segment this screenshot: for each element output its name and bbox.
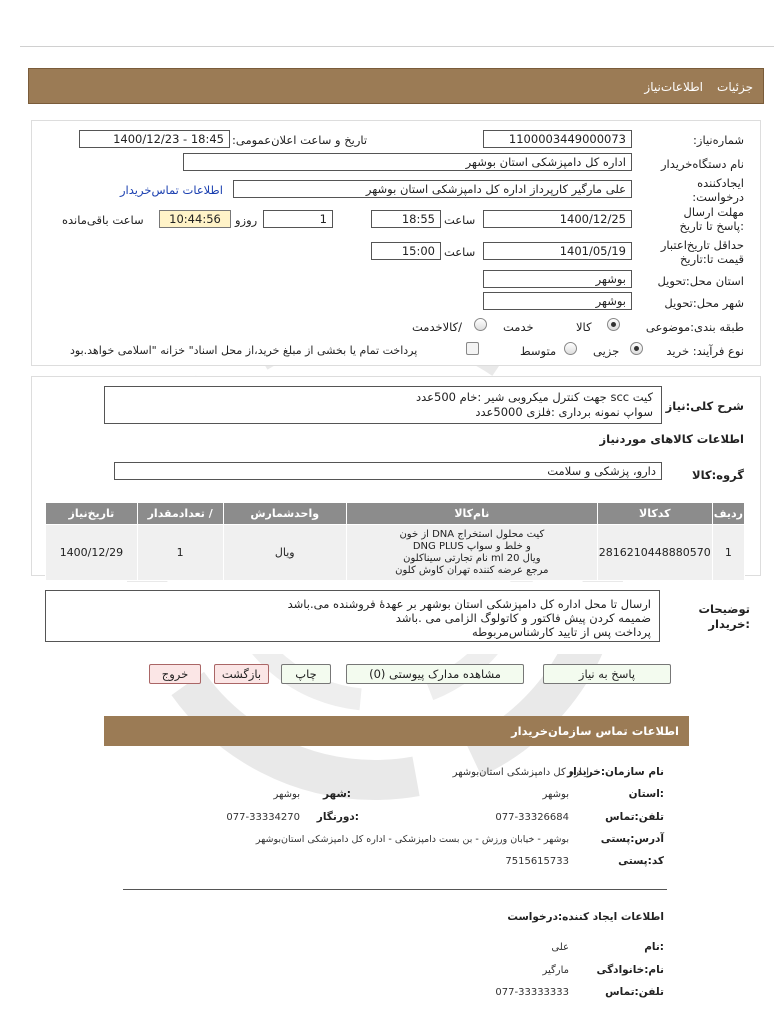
top-divider	[20, 46, 774, 47]
category-service-radio[interactable]	[474, 318, 487, 331]
creator-family: مارگیر	[542, 965, 569, 976]
contact-org: اداره کل دامپزشکی استان‌بوشهر	[452, 767, 589, 778]
category-goods-radio[interactable]	[607, 318, 620, 331]
creator-phone-label: تلفن:تماس	[605, 986, 664, 998]
process-medium-label: متوسط	[520, 344, 557, 358]
notes-line-3: پرداخت پس از تایید کارشناس‌مربوطه	[471, 625, 651, 639]
price-validity-label: حداقل تاریخ‌اعتبار قیمت تا:تاریخ	[660, 238, 744, 266]
goods-table-header	[46, 503, 745, 525]
col-unit: واحدشمارش	[223, 503, 346, 525]
contact-postal-label: کد:پستی	[618, 855, 664, 867]
cell-row: 1	[712, 525, 744, 581]
contact-fax-label: :دورنگار	[316, 811, 359, 823]
contact-city: بوشهر	[273, 789, 300, 800]
view-attachments-button[interactable]: مشاهده مدارک پیوستی (0)	[346, 664, 524, 684]
price-time-label: ساعت	[444, 245, 476, 259]
creator-name-label: :نام	[644, 941, 664, 953]
price-time-field: 15:00	[371, 242, 441, 260]
notes-line-2: ضمیمه کردن پیش فاکتور و کاتولوگ الزامی می .باشد	[395, 611, 651, 625]
back-button[interactable]: بازگشت	[214, 664, 269, 684]
goods-group-field: دارو، پزشکی و سلامت	[114, 462, 662, 480]
col-name: نام‌کالا	[346, 503, 597, 525]
announce-field: 1400/12/23 - 18:45	[79, 130, 230, 148]
price-date-field: 1401/05/19	[483, 242, 632, 260]
category-label: طبقه بندی:موضوعی	[645, 320, 744, 334]
contact-fax: 077-33334270	[226, 812, 300, 823]
contact-org-label: نام سازمان:خریدار	[567, 766, 664, 778]
buyer-org-label: نام دستگاه‌خریدار	[660, 157, 744, 171]
cell-unit: ویال	[223, 525, 346, 581]
summary-line-2: سواپ نمونه برداری :فلزی 5000عدد	[475, 405, 653, 419]
notes-line-1: ارسال تا محل اداره کل دامپزشکی استان بوشهر بر عهدهٔ فروشنده می.باشد	[287, 597, 651, 611]
treasury-payment-note: پرداخت تمام یا بخشی از مبلغ خرید،از محل اسناد" خزانه "اسلامی خواهد.بود	[70, 344, 418, 357]
reply-time-field: 18:55	[371, 210, 441, 228]
contact-phone: 077-33326684	[495, 812, 569, 823]
reply-time-label: ساعت	[444, 213, 476, 227]
process-medium-radio[interactable]	[564, 342, 577, 355]
need-number-field: 1100003449000073	[483, 130, 632, 148]
goods-table	[45, 502, 745, 581]
contact-province-label: :استان	[628, 788, 664, 800]
col-code: کدکالا	[597, 503, 712, 525]
cell-date: 1400/12/29	[46, 525, 138, 581]
category-goods-service-label: /کالاخدمت	[412, 320, 463, 334]
notes-box	[45, 590, 660, 642]
contact-province: بوشهر	[542, 789, 569, 800]
remaining-time-field: 10:44:56	[159, 210, 231, 228]
goods-section-title: اطلاعات کالاهای موردنیاز	[599, 432, 744, 446]
days-field: 1	[263, 210, 333, 228]
category-service-label: خدمت	[503, 320, 534, 334]
print-button[interactable]: چاپ	[281, 664, 331, 684]
contact-postal: 7515615733	[505, 856, 569, 867]
buyer-org-field: اداره کل دامپزشکی استان بوشهر	[183, 153, 632, 171]
contact-city-label: :شهر	[323, 788, 351, 800]
process-label: نوع فرآیند: خرید	[666, 344, 744, 358]
tab-need-info[interactable]: اطلاعات‌نیاز	[644, 80, 703, 94]
creator-phone: 077-33333333	[495, 987, 569, 998]
exit-button[interactable]: خروج	[149, 664, 201, 684]
city-field: بوشهر	[483, 292, 632, 310]
process-partial-label: جزیی	[593, 344, 620, 358]
reply-deadline-label: مهلت ارسال :پاسخ تا تاریخ	[679, 205, 744, 233]
treasury-payment-checkbox[interactable]	[466, 342, 479, 355]
contact-header-bar	[104, 716, 689, 746]
cell-name-line-2: و خلط و سواپ DNG PLUS	[412, 540, 531, 552]
city-label: شهر محل:تحویل	[664, 296, 744, 310]
cell-name-line-1: کیت محلول استخراج DNA از خون	[399, 528, 545, 540]
contact-divider	[123, 889, 667, 890]
creator-family-label: نام:خانوادگی	[596, 964, 664, 976]
reply-button[interactable]: پاسخ به نیاز	[543, 664, 671, 684]
summary-box	[104, 386, 662, 424]
cell-qty: 1	[137, 525, 223, 581]
cell-name-line-3: ویال 20 ml نام تجارتی سیناکلون	[403, 552, 541, 564]
need-number-label: شماره‌نیاز:	[693, 133, 744, 147]
header-bar	[28, 68, 764, 104]
contact-address: بوشهر - خیابان ورزش - بن بست دامپزشکی - اداره کل دامپزشکی استان‌بوشهر	[255, 834, 569, 845]
buyer-contact-link[interactable]: اطلاعات تماس‌خریدار	[120, 183, 223, 197]
contact-address-label: آدرس:پستی	[600, 833, 664, 845]
province-label: استان محل:تحویل	[657, 274, 744, 288]
summary-label: شرح کلی:نیاز	[665, 399, 744, 413]
province-field: بوشهر	[483, 270, 632, 288]
announce-label: تاریخ و ساعت اعلان‌عمومی:	[232, 133, 368, 147]
days-label: روزو	[235, 213, 258, 227]
remaining-label: ساعت باقی‌مانده	[62, 213, 144, 227]
process-partial-radio[interactable]	[630, 342, 643, 355]
notes-label: توضیحات :خریدار	[698, 602, 750, 631]
contact-title: اطلاعات تماس سازمان‌خریدار	[511, 724, 679, 738]
goods-group-label: گروه:کالا	[692, 468, 744, 482]
cell-name	[346, 525, 597, 581]
summary-line-1: کیت scc جهت کنترل میکروبی شیر :خام 500عدد	[415, 390, 653, 404]
col-qty: / تعدادمقدار	[137, 503, 223, 525]
creator-info-title: اطلاعات ایجاد کننده:درخواست	[507, 911, 664, 923]
reply-date-field: 1400/12/25	[483, 210, 632, 228]
contact-phone-label: تلفن:تماس	[605, 811, 664, 823]
creator-name: علی	[551, 942, 569, 953]
creator-label: ایجادکننده درخواست:	[692, 176, 744, 204]
category-goods-label: کالا	[576, 320, 592, 334]
cell-code: 2816210448880570	[597, 525, 712, 581]
creator-field: علی مارگیر کارپرداز اداره کل دامپزشکی استان بوشهر	[233, 180, 632, 198]
cell-name-line-4: مرجع عرضه کننده تهران کاوش کلون	[395, 564, 549, 576]
tab-details[interactable]: جزئیات	[717, 80, 753, 94]
col-date: تاریخ‌نیاز	[46, 503, 138, 525]
col-row: ردیف	[712, 503, 744, 525]
table-row[interactable]	[46, 525, 745, 581]
